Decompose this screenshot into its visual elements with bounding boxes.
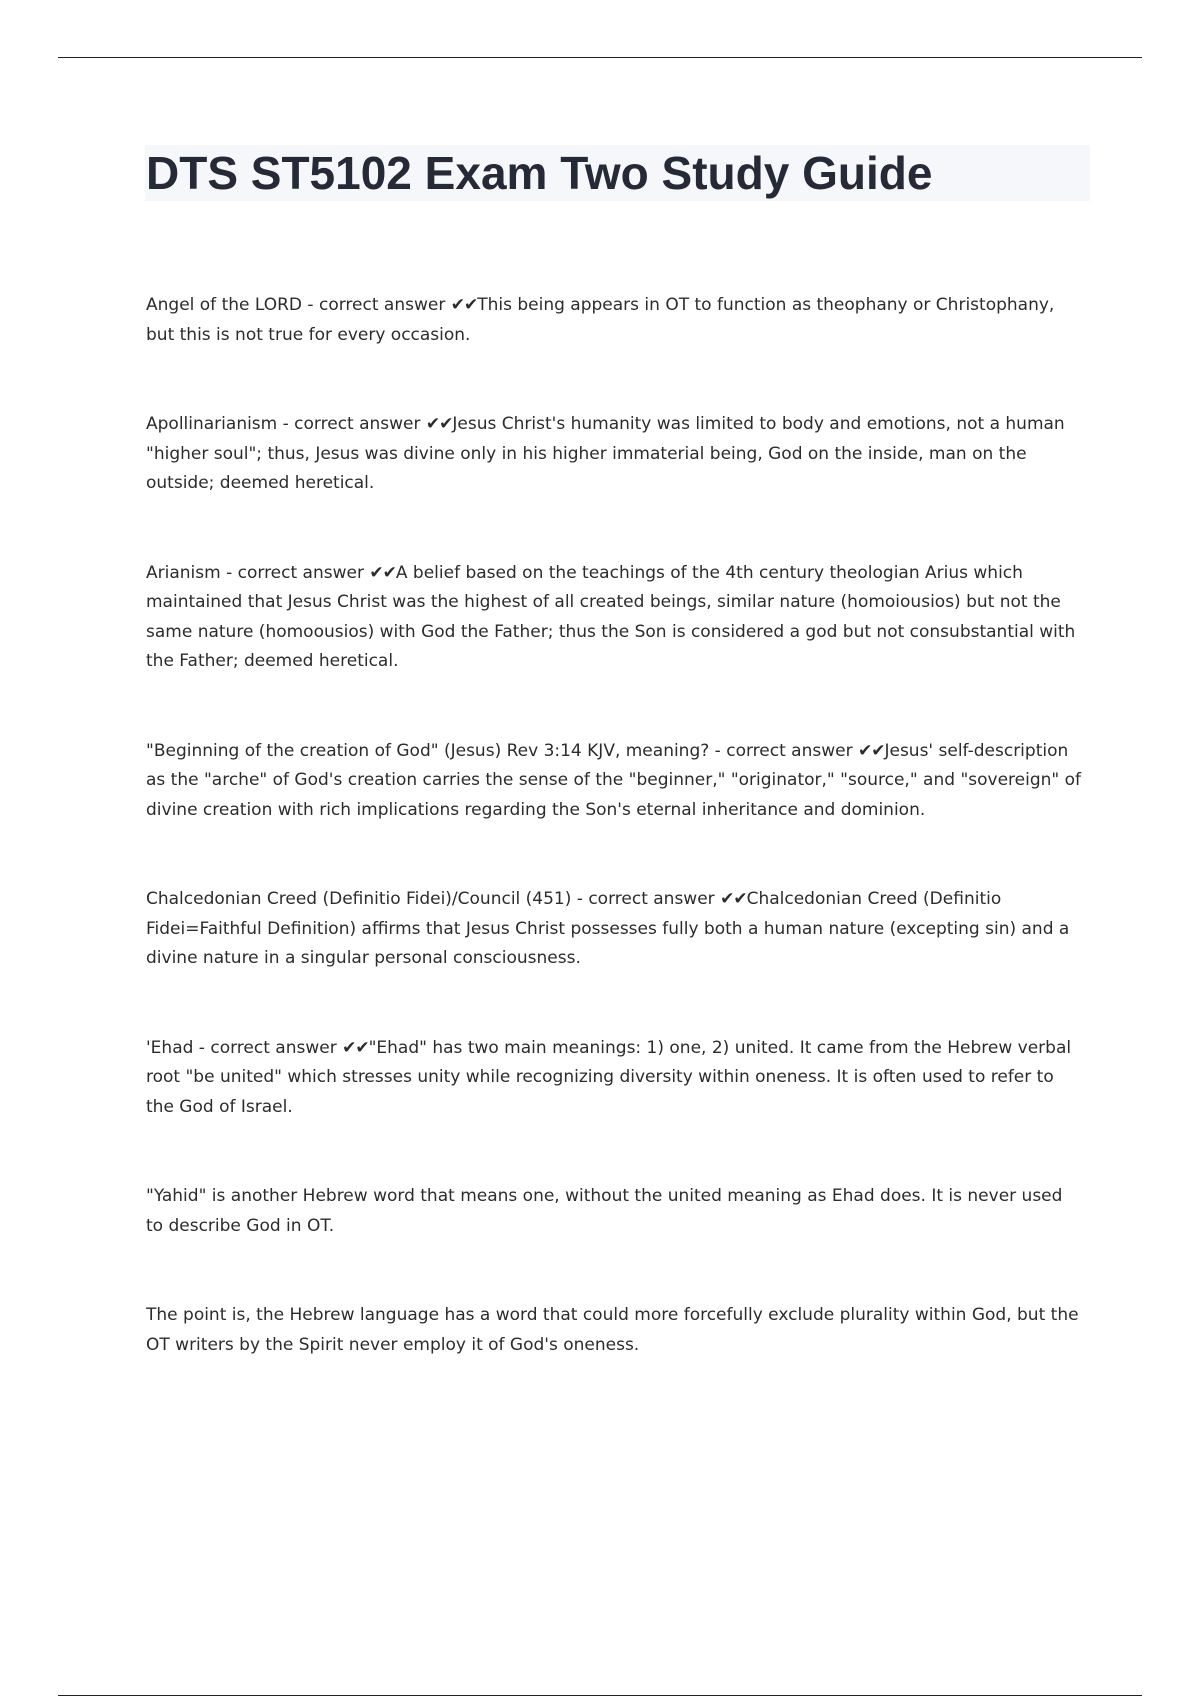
bottom-divider [58, 1695, 1142, 1696]
entry-term: Angel of the LORD [146, 295, 303, 315]
entry-separator: - correct answer [193, 1037, 343, 1058]
entry-separator: - correct answer [220, 562, 370, 583]
paragraph-yahid: "Yahid" is another Hebrew word that means one, without the united meaning as Ehad does. It is never used to describe God in OT. [146, 1186, 1063, 1236]
check-mark-icon: ✔✔ [857, 740, 885, 761]
paragraph-point: The point is, the Hebrew language has a word that could more forcefully exclude plurality within God, but the OT writers by the Spirit never employ it of God's oneness. [146, 1305, 1079, 1355]
check-mark-icon: ✔✔ [425, 414, 453, 434]
check-mark-icon: ✔✔ [342, 1037, 369, 1058]
entry-answer: A belief based on the teachings of the 4th century theologian Arius which maintained that Jesus Christ was the highest of all created beings, similar nature (homoiousios) but not the same nature (homoousios) with God the Father; thus the Son is considered a god but not consubstantial with the Father; deemed heretical. [146, 562, 1076, 671]
top-divider [58, 57, 1142, 58]
check-mark-icon: ✔✔ [450, 295, 478, 315]
entry-answer: "Ehad" has two main meanings: 1) one, 2) united. It came from the Hebrew verbal root "be united" which stresses unity while recognizing diversity within oneness. It is often used to refer to the God of Israel. [146, 1037, 1072, 1117]
entry-answer: Chalcedonian Creed (Definitio Fidei=Faithful Definition) affirms that Jesus Christ possesses fully both a human nature (excepting sin) and a divine nature in a singular personal consciousness. [146, 889, 1070, 968]
entry-separator: - correct answer [277, 414, 426, 434]
entry-ehad [146, 1034, 1082, 1123]
entry-separator: - correct answer [709, 740, 858, 761]
entry-chalcedonian-creed [146, 885, 1082, 974]
entry-term: Chalcedonian Creed (Definitio Fidei)/Council (451) [146, 889, 572, 909]
entry-apollinarianism [146, 410, 1082, 499]
entry-separator: - correct answer [302, 295, 451, 315]
entry-term: 'Ehad [146, 1037, 194, 1058]
entry-separator: - correct answer [571, 889, 721, 909]
entry-term: "Beginning of the creation of God" (Jesus) Rev 3:14 KJV, meaning? [146, 740, 710, 761]
page-title: DTS ST5102 Exam Two Study Guide [146, 147, 933, 199]
entry-answer: Jesus Christ's humanity was limited to body and emotions, not a human "higher soul"; thus, Jesus was divine only in his higher immaterial being, God on the inside, man on the outside; deemed heretical. [146, 414, 1065, 493]
entry-term: Apollinarianism [146, 414, 278, 434]
entry-answer: This being appears in OT to function as theophany or Christophany, but this is not true for every occasion. [146, 295, 1055, 345]
entry-angel-of-the-lord [146, 291, 1082, 350]
entry-beginning-of-creation [146, 737, 1082, 826]
entry-answer: Jesus' self-description as the "arche" of God's creation carries the sense of the "beginner," "originator," "source," and "sovereign" of divine creation with rich implications regarding the Son's eternal inheritance and dominion. [146, 740, 1082, 820]
entry-term: Arianism [146, 562, 221, 583]
check-mark-icon: ✔✔ [720, 889, 747, 909]
study-guide-entries [146, 291, 1082, 1420]
entry-arianism [146, 559, 1082, 677]
check-mark-icon: ✔✔ [369, 562, 396, 583]
